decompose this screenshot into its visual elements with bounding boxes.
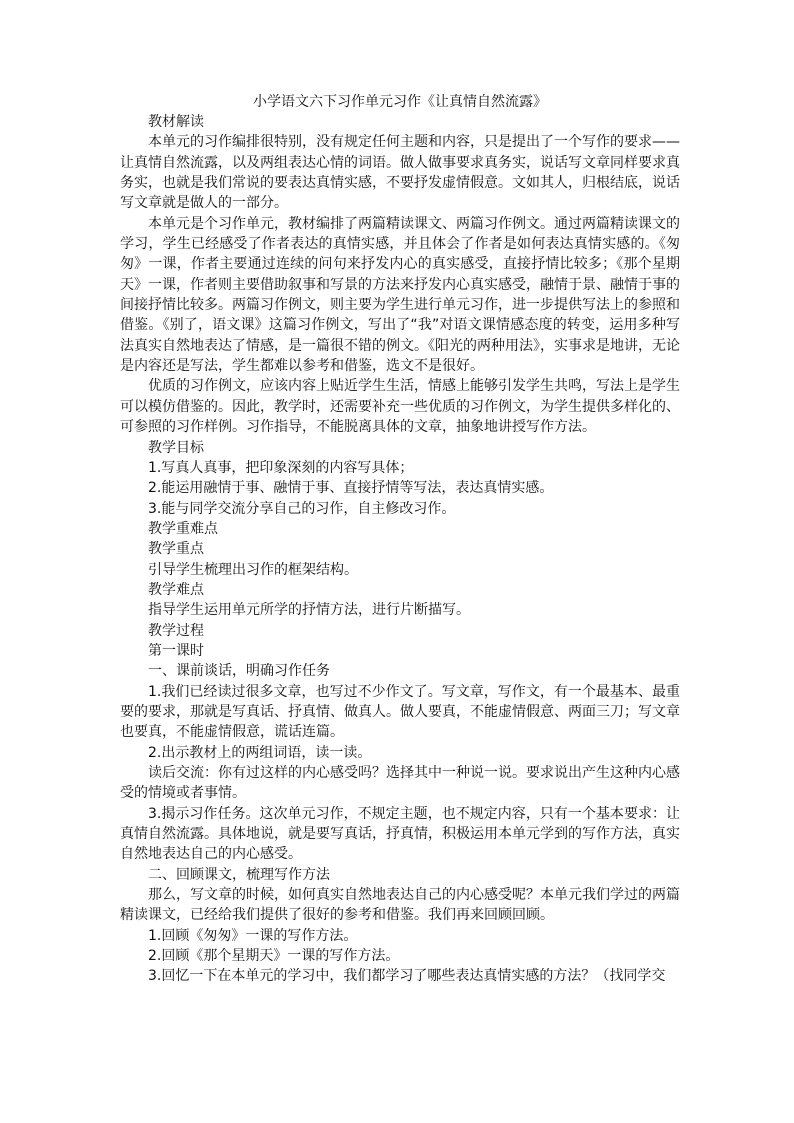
- list-item: 3.回忆一下在本单元的学习中，我们都学习了哪些表达真情实感的方法？（找同学交: [148, 968, 666, 985]
- paragraph: 本单元是个习作单元，教材编排了两篇精读课文、两篇习作例文。通过两篇精读课文的学习，学生已经感受了作者表达的真情实感，并且体会了作者是如何表达真情实感的。《匆匆》一课，作者主要通过连续的问句来抒发内心的真实感受，直接抒情比较多；《那个星期天》一课，作者则主要借助叙事和写景的方法来抒发内心真实感受，融情于景、融情于事的间接抒情比较多。两篇习作例文，则主要为学生进行单元习作，进一步提供写法上的参照和借鉴。《别了，语文课》这篇习作例文，写出了“我”对语文课情感态度的转变，运用多种写法真实自然地表达了情感，是一篇很不错的例文。《阳光的两种用法》，实事求是地讲，无论是内容还是写法，学生都难以参考和借鉴，选文不是很好。: [120, 215, 680, 375]
- section-heading: 教学目标: [148, 439, 204, 456]
- paragraph: 优质的习作例文，应该内容上贴近学生生活，情感上能够引发学生共鸣，写法上是学生可以模仿借鉴的。因此，教学时，还需要补充一些优质的习作例文，为学生提供多样化的、可参照的习作样例。习作指导，不能脱离具体的文章，抽象地讲授写作方法。: [120, 378, 680, 436]
- section-heading: 教学难点: [148, 581, 204, 598]
- section-heading: 教材解读: [148, 114, 204, 130]
- list-item: 2.回顾《那个星期天》一课的写作方法。: [148, 948, 400, 965]
- paragraph: 那么，写文章的时候，如何真实自然地表达自己的内心感受呢？本单元我们学过的两篇精读课文，已经给我们提供了很好的参考和借鉴。我们再来回顾回顾。: [120, 887, 680, 924]
- section-heading: 一、课前谈话，明确习作任务: [148, 663, 330, 680]
- list-item: 1.回顾《匆匆》一课的写作方法。: [148, 927, 358, 944]
- list-item: 2.能运用融情于事、融情于事、直接抒情等写法，表达真情实感。: [148, 480, 554, 497]
- paragraph: 读后交流：你有过这样的内心感受吗？选择其中一种说一说。要求说出产生这种内心感受的情境或者事情。: [120, 765, 680, 802]
- document-body: [120, 112, 680, 987]
- list-item: 1.写真人真事，把印象深刻的内容写具体；: [148, 459, 414, 476]
- document-page: [120, 92, 680, 987]
- list-item: 指导学生运用单元所学的抒情方法，进行片断描写。: [148, 602, 470, 619]
- paragraph: 3.揭示习作任务。这次单元习作，不规定主题，也不规定内容，只有一个基本要求：让真情自然流露。具体地说，就是要写真话，抒真情，积极运用本单元学到的写作方法，真实自然地表达自己的内心感受。: [120, 805, 680, 863]
- section-heading: 教学重点: [148, 541, 204, 558]
- document-title: 小学语文六下习作单元习作《让真情自然流露》: [253, 94, 547, 110]
- section-heading: 二、回顾课文，梳理写作方法: [148, 866, 330, 883]
- section-heading: 教学过程: [148, 622, 204, 639]
- list-item: 3.能与同学交流分享自己的习作，自主修改习作。: [148, 500, 456, 517]
- list-item: 2.出示教材上的两组词语，读一读。: [148, 744, 372, 761]
- paragraph: 本单元的习作编排很特别，没有规定任何主题和内容，只是提出了一个写作的要求——让真情自然流露，以及两组表达心情的词语。做人做事要求真务实，说话写文章同样要求真务实，也就是我们常说的要表达真情实感，不要抒发虚情假意。文如其人，归根结底，说话写文章就是做人的一部分。: [120, 134, 680, 212]
- section-heading: 第一课时: [148, 642, 204, 659]
- list-item: 引导学生梳理出习作的框架结构。: [148, 561, 358, 578]
- paragraph: 1.我们已经读过很多文章，也写过不少作文了。写文章，写作文，有一个最基本、最重要的要求，那就是写真话、抒真情、做真人。做人要真，不能虚情假意、两面三刀；写文章也要真，不能虚情假意，谎话连篇。: [120, 683, 680, 741]
- section-heading: 教学重难点: [148, 520, 218, 537]
